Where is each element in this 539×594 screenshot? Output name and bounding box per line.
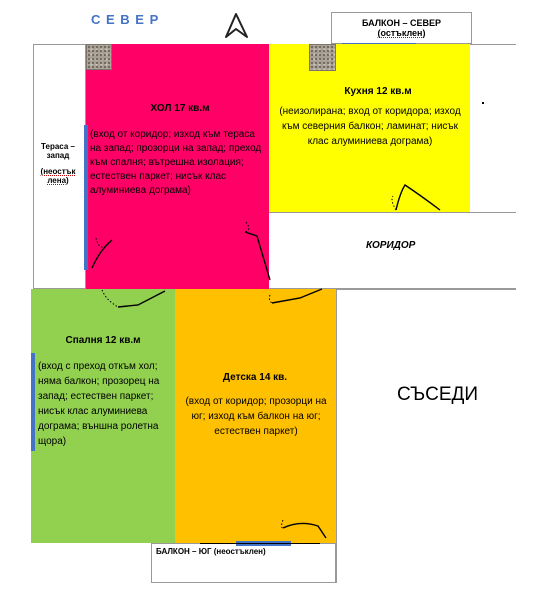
kids-balcony-door-icon xyxy=(283,523,326,538)
hall-description: (вход от коридор; изход към тераса на запад; прозорци на запад; преход към спалня; вътрешна изолация; естествен паркет; нисък клас алуминиева дограма) xyxy=(90,129,262,196)
hall-title: ХОЛ 17 кв.м xyxy=(150,103,210,114)
neighbors-label: СЪСЕДИ xyxy=(397,384,479,405)
corridor-label: КОРИДОР xyxy=(366,240,416,251)
bedroom-hall-door-icon xyxy=(118,291,165,307)
hall-terrace-door-icon xyxy=(92,240,112,268)
balcony-north-title: БАЛКОН – СЕВЕР xyxy=(361,18,442,28)
kitchen-door-arc-icon xyxy=(392,196,396,210)
hall-corridor-arc-icon xyxy=(245,222,249,232)
bedroom-title: Спалня 12 кв.м xyxy=(65,335,141,346)
kids-title: Детска 14 кв. xyxy=(222,372,288,383)
kids-balcony-arc-icon xyxy=(282,520,284,528)
north-label: С Е В Е Р xyxy=(91,12,160,27)
balcony-south-label: БАЛКОН – ЮГ (неостъклен) xyxy=(156,547,266,556)
kitchen-description: (неизолирана; вход от коридора; изход към северния балкон; ламинат; нисък клас алуминиева дограма) xyxy=(279,106,461,147)
kitchen-title: Кухня 12 кв.м xyxy=(344,86,412,97)
terrace-note: (неостък лена) xyxy=(40,167,76,185)
kids-door-arc-icon xyxy=(269,295,272,303)
kitchen-corridor-door-icon xyxy=(396,185,440,210)
kids-description: (вход от коридор; прозорци на юг; изход към балкон на юг; естествен паркет) xyxy=(185,396,327,437)
bedroom-door-arc-icon xyxy=(102,290,118,307)
bedroom-description: (вход с преход откъм хол; няма балкон; прозорец на запад; естествен паркет; нисък клас алуминиева дограма; външна ролетна щора) xyxy=(38,361,160,447)
balcony-north-note: (остъклен) xyxy=(377,28,426,38)
terrace-title: Тераса – запад xyxy=(41,142,75,160)
hall-corridor-door-icon xyxy=(245,232,270,280)
kids-corridor-door-icon xyxy=(272,289,322,303)
